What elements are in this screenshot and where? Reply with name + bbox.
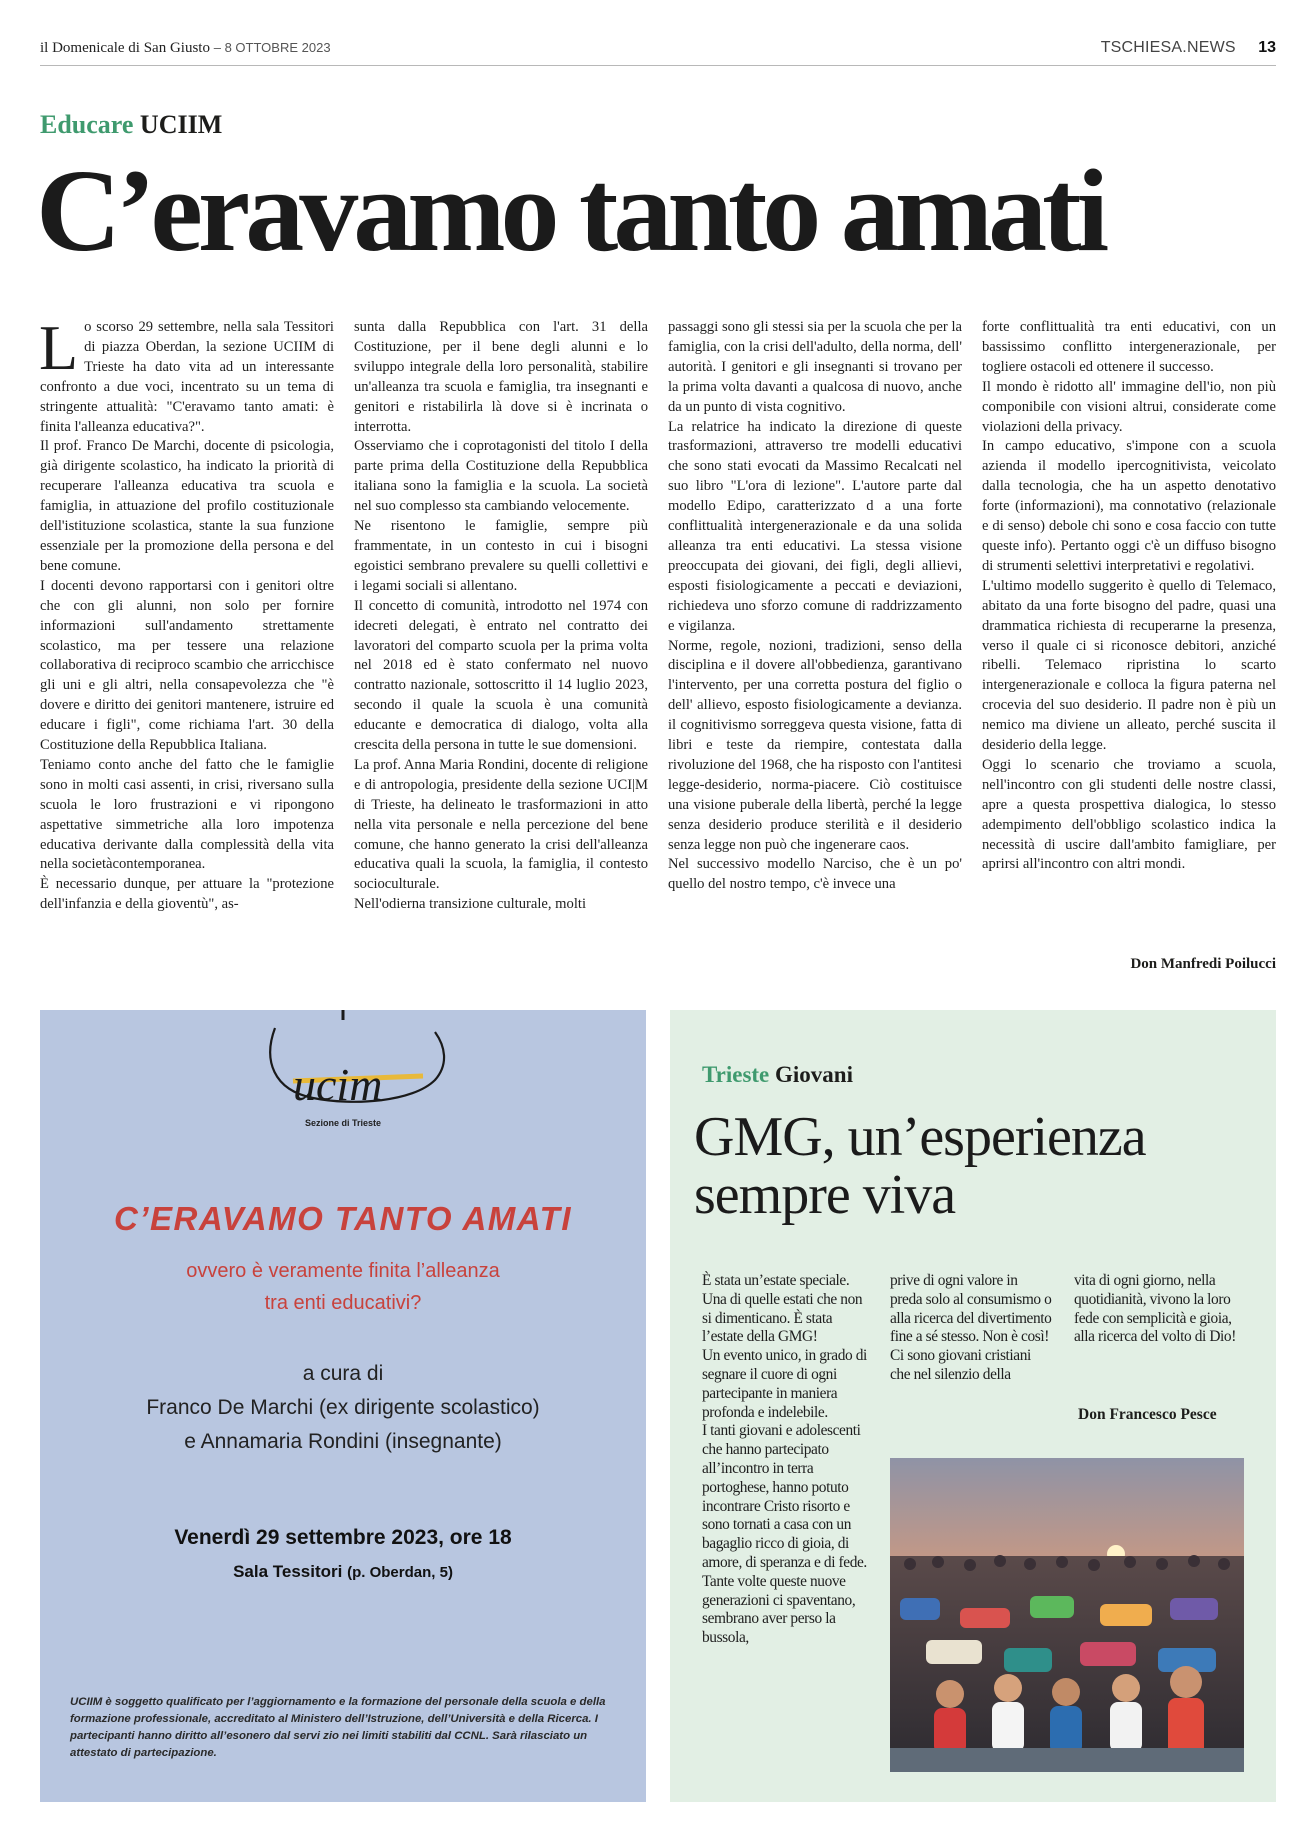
- sunset-crowd-image: [890, 1458, 1244, 1772]
- article-paragraph: Il concetto di comunità, introdotto nel 1974 con idecreti delegati, è entrato nel contratto dei lavoratori del comparto scuola per la prima volta nel 2018 ed è stato confermato nel nuovo contratto nazionale, sottoscritto il 14 luglio 2023, secondo il quale la scuola è una comunità educante e democratica di dialogo, volta alla crescita della persona in tutte le sue domensioni.: [354, 597, 648, 754]
- article-paragraph: I docenti devono rapportarsi con i genitori oltre che con gli alunni, non solo per fornire informazioni sull'andamento strettamente scolastico, ma per tessere una relazione collaborativa di reciproco scambio che arricchisce gli uni e gli altri, nella consapevolezza che "è dovere e diritto dei genitori mantenere, istruire ed educare i figli", come richiama l'art. 30 della Costituzione della Repubblica Italiana.: [40, 577, 334, 754]
- gmg-section-green: Trieste: [702, 1062, 770, 1087]
- article-column-1: [39, 312, 334, 915]
- gmg-paragraph: Tante volte queste nuove generazioni ci spaventano, sembrano aver perso la bussola,: [702, 1572, 856, 1647]
- article-paragraph: Il mondo è ridotto all' immagine dell'io, non più componibile con visioni altrui, considerate come violazioni della privacy.: [982, 378, 1276, 435]
- gmg-column-1: [702, 1272, 870, 1648]
- article-paragraph: La relatrice ha indicato la direzione di queste trasformazioni, attraverso tre modelli educativi che sono stati evocati da Massimo Recalcati nel suo libro "L'ora di lezione". L'autore parte dal modello Edipo, caratterizzato d a una forte conflittualità intergenerazionale e da una solida alleanza tra enti educativi. La stessa visione preoccupata dei giovani, dei figli, degli allievi, esposti fisiologicamente a peccati e deviazioni, richiedeva uno sforzo comune di raddrizzamento e vigilanza.: [668, 418, 962, 634]
- page-number: 13: [1258, 39, 1276, 56]
- article-paragraph: passaggi sono gli stessi sia per la scuola che per la famiglia, con la crisi dell'adulto, della norma, dell' autorità. I genitori e gli insegnanti si trovano per la prima volta davanti a qualcosa di nuovo, anche da un punto di vista cognitivo.: [668, 319, 962, 415]
- gmg-paragraph: Un evento unico, in grado di segnare il cuore di ogni partecipante in maniera profonda e indelebile.: [702, 1347, 867, 1421]
- header-right: [1101, 39, 1276, 57]
- gmg-headline-line1: GMG, un’esperienza: [694, 1106, 1146, 1168]
- gmg-paragraph: prive di ogni valore in preda solo al consumismo o alla ricerca del divertimento fine a sé stesso. Non è così!: [890, 1272, 1052, 1346]
- site-link[interactable]: TSCHIESA.NEWS: [1100, 39, 1236, 56]
- article-signature: Don Manfredi Poilucci: [1130, 956, 1276, 972]
- event-poster: [40, 1010, 646, 1802]
- article-paragraph: sunta dalla Repubblica con l'art. 31 della Costituzione, per il bene degli alunni e lo sviluppo integrale della loro personalità, stabilire un'alleanza tra scuola e famiglia, tra insegnanti e genitori e ristabilirla là dove si è incrinata o interrotta.: [354, 319, 648, 435]
- uciim-logo-icon: [223, 1010, 463, 1130]
- gmg-column-2: [890, 1272, 1052, 1385]
- gmg-paragraph: Ci sono giovani cristiani che nel silenzio della: [890, 1347, 1031, 1383]
- article-paragraph: Il prof. Franco De Marchi, docente di psicologia, già dirigente scolastico, ha indicato la priorità di recuperare l'alleanza educativa tra scuola e famiglia, in attuazione del profilo costituzionale dell'istituzione scolastica, stante la sua funzione essenziale per la promozione della persona e del bene comune.: [40, 438, 334, 574]
- poster-date-time: Venerdì 29 settembre 2023, ore 18: [174, 1526, 512, 1549]
- article-paragraph: Ne risentono le famiglie, sempre più frammentate, in un contesto in cui i bisogni egoistici sembrano prevalere su quelli collettivi e i legami sociali si allentano.: [354, 518, 648, 594]
- gmg-headline: [694, 1108, 1146, 1224]
- article-column-2: [354, 318, 648, 915]
- article-body: [39, 312, 1276, 915]
- gmg-signature: Don Francesco Pesce: [1078, 1406, 1217, 1423]
- gmg-crowd-photo: [890, 1458, 1244, 1772]
- poster-venue: [40, 1562, 646, 1582]
- poster-subtitle-line2: tra enti educativi?: [264, 1292, 422, 1314]
- article-paragraph: forte conflittualità tra enti educativi, con un bassissimo conflitto intergenerazionale, per togliere ostacoli ed ottenere il successo.: [982, 319, 1276, 375]
- section-label-dark: UCIIM: [139, 110, 223, 139]
- poster-section-label: Sezione di Trieste: [304, 1118, 382, 1128]
- uciim-logo: [223, 1010, 463, 1130]
- article-paragraph: In campo educativo, s'impone con a scuola azienda il modello ipercognitivista, veicolato dalla tecnologia, che ha un aspetto denotativo forte (informazioni), ma connotativo (relazionale e di senso) debole chi sono e cosa faccio con tutte queste info). Pertanto oggi c'è un diffuso bisogno di strumenti selettivi interpretativi e regolativi.: [982, 438, 1276, 574]
- article-paragraph: Teniamo conto anche del fatto che le famiglie sono in molti casi assenti, in crisi, riversano sulla scuola le loro frustrazioni e vi ripongono aspettative simmetriche alla loro impotenza educativa derivante dalla complessità della vita nella societàcontemporanea.: [40, 756, 334, 873]
- poster-speaker-1: Franco De Marchi (ex dirigente scolastico): [146, 1396, 540, 1419]
- gmg-headline-line2: sempre viva: [694, 1164, 956, 1226]
- logo-lettering: ucim: [293, 1059, 383, 1110]
- poster-accreditation-note: UCIIM è soggetto qualificato per l’aggiornamento e la formazione del personale della scuola e della formazione professionale, accreditato al Ministero dell’Istruzione, dell’Università e della Ricerca. I partecipanti hanno diritto all’esonero dal servi zio nei limiti stabiliti dal CCNL. Sarà rilasciato un attestato di partecipazione.: [70, 1696, 606, 1759]
- article-column-3: [668, 318, 962, 915]
- gmg-paragraph: È stata un’estate speciale. Una di quelle estati che non si dimenticano. È stata l’estate della GMG!: [702, 1272, 863, 1346]
- article-headline: C’eravamo tanto amati: [36, 145, 1105, 276]
- poster-speaker-2: e Annamaria Rondini (insegnante): [184, 1430, 502, 1453]
- poster-curated-by: a cura di: [302, 1362, 384, 1385]
- drop-cap: L: [39, 312, 79, 383]
- section-label-green: Educare: [40, 110, 134, 139]
- poster-venue-name: Sala Tessitori: [233, 1562, 343, 1581]
- article-paragraph: Nel successivo modello Narciso, che è un po' quello del nostro tempo, c'è invece una: [668, 856, 962, 893]
- publication-line: [40, 40, 331, 57]
- article-section-kicker: [40, 110, 222, 140]
- article-paragraph: È necessario dunque, per attuare la "protezione dell'infanzia e della gioventù", as-: [40, 876, 334, 913]
- publication-name: il Domenicale di San Giusto: [40, 40, 210, 56]
- page-header: [40, 36, 1276, 66]
- gmg-article-box: [670, 1010, 1276, 1802]
- poster-subtitle-line1: ovvero è veramente finita l’alleanza: [186, 1260, 500, 1282]
- gmg-paragraph: vita di ogni giorno, nella quotidianità, vivono la loro fede con semplicità e gioia, alla ricerca del volto di Dio!: [1074, 1272, 1236, 1346]
- article-paragraph: La prof. Anna Maria Rondini, docente di religione e di antropologia, presidente della sezione UCI|M di Trieste, ha delineato le trasformazioni in atto nella vita personale e nella percezione del bene comune, che hanno generato la crisi dell'alleanza educativa quali la scuola, la famiglia, il contesto socioculturale.: [354, 756, 648, 893]
- poster-venue-address: (p. Oberdan, 5): [347, 1564, 453, 1581]
- poster-title: C’ERAVAMO TANTO AMATI: [113, 1200, 573, 1237]
- gmg-section-kicker: [702, 1062, 853, 1088]
- article-paragraph: Nell'odierna transizione culturale, molti: [354, 896, 586, 913]
- article-paragraph: Lo scorso 29 settembre, nella sala Tessitori di piazza Oberdan, la sezione UCIIM di Trieste ha dato vita ad un interessante confronto a due voci, incentrato su un tema di stringente attualità: "C'eravamo tanto amati: è finita l'alleanza educativa?".: [39, 312, 334, 435]
- gmg-paragraph: I tanti giovani e adolescenti che hanno partecipato all’incontro in terra portoghese, hanno potuto incontrare Cristo risorto e sono tornati a casa con un bagaglio ricco di gioia, di amore, di speranza e di fede.: [702, 1422, 867, 1571]
- article-paragraph: Osserviamo che i coprotagonisti del titolo I della parte prima della Costituzione della Repubblica italiana sono la famiglia e la scuola. La società nel suo complesso sta cambiando velocemente.: [354, 438, 648, 515]
- article-paragraph: Norme, regole, nozioni, tradizioni, senso della disciplina e il dovere all'obbedienza, garantivano l'intervento, per una corretta postura del figlio o dell' allievo, esposto fisiologicamente a devianza. il cognitivismo sorreggeva questa visione, fatta di libri e teste da riempire, contestata dalla rivoluzione del 1968, che ha risposto con l'antitesi legge-desiderio, norma-piacere. Ciò costituisce una visione puberale della libertà, perché la legge senza desiderio produce sterilità e il desiderio senza legge non può che ingenerare caos.: [668, 637, 962, 853]
- gmg-column-3: [1074, 1272, 1246, 1347]
- article-paragraph: Oggi lo scenario che troviamo a scuola, nell'incontro con gli studenti delle nostre classi, apre a questa prospettiva dialogica, lo stesso adempimento dell'obbligo scolastico indica la necessità di uscire dall'ambito famigliare, per aprirsi all'incontro con altri mondi.: [982, 756, 1276, 873]
- article-column-4: [982, 318, 1276, 915]
- issue-date: – 8 OTTOBRE 2023: [213, 40, 331, 55]
- article-paragraph: L'ultimo modello suggerito è quello di Telemaco, abitato da una forte bisogno del padre, quasi una drammatica richiesta di recuperarne la presenza, verso il quale ci si riconosce debitori, anziché ribelli. Telemaco ripristina lo scarto intergenerazionale e colloca la figura paterna nel crocevia del suo desiderio. Il padre non è più un nemico ma diviene un alleato, perché suscita il desiderio della legge.: [982, 577, 1276, 754]
- gmg-section-dark: Giovani: [775, 1062, 853, 1087]
